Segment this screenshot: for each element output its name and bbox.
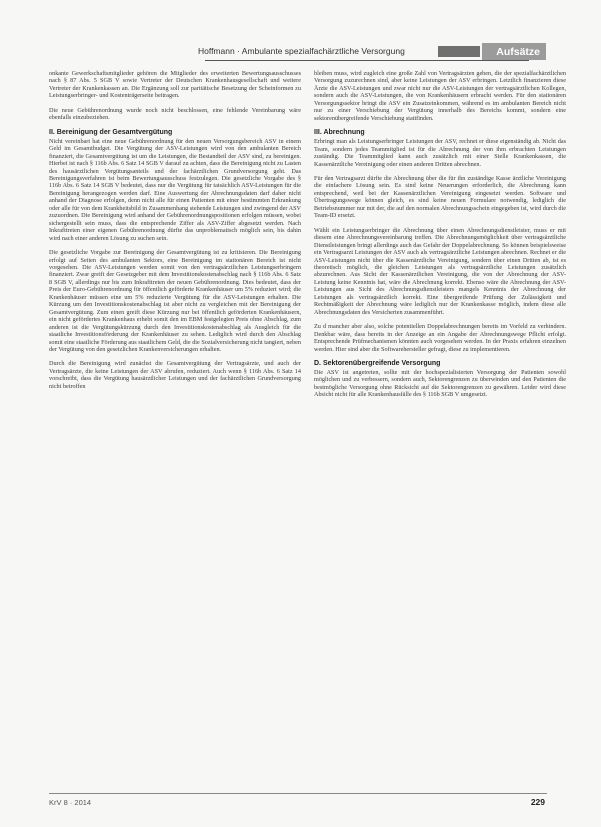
paragraph: Nicht vereinbart hat eine neue Gebührenordnung für den neuen Versorgungsbereich ASV in einem Geld im Gesamtbudget. Die Vergütung der ASV-Leistungen wird von den ambulanten Bereich finanziert, die Gesamtvergütung ist um die Leistungen, die Bestandteil der ASV sind, zu bereinigen. Hierbei ist nach § 116b Abs. 6 Satz 14 SGB V darauf zu achten, dass die Bereinigung nicht zu Lasten des hausärztlichen Vergütungsanteils und der fachärztlichen Grundversorgung geht. Das Bereinigungsverfahren ist beim Bewertungsausschuss festzulegen. Die gesetzliche Vorgabe des § 116b Abs. 6 Satz 14 SGB V bedeutet, dass nur die Vergütung für tatsächlich ASV-Leistungen für die Bereinigung herangezogen werden darf. Eine Auswertung der Abrechnungsdaten darf daher nicht anhand der Diagnose erfolgen, denn nicht alle für einen Patienten mit einer bestimmten Erkrankung oder alle für von dem Krankheitsbild in Zusammenhang stehende Leistungen sind zwingend der ASV zuzuordnen. Die Bereinigung wird anhand der Gebührenordnungspositionen erfolgen müssen, wobei sichergestellt sein muss, dass die entsprechende Ziffer als ASV-Ziffer abgesetzt werden. Nach Inkrafttreten einer eigenen Gebührenordnung dürfte das unproblematisch möglich sein, bis dahin wird nach einer anderen Lösung zu suchen sein. bbox=[49, 137, 301, 242]
section-heading: III. Abrechnung bbox=[314, 129, 365, 137]
paragraph: Erbringt man als Leistungserbringer Leistungen der ASV, rechnet er diese eigenständig ab. Nicht das Team, sondern jedes Teammitglied ist für die Abrechnung der von ihm erbrachten Leistungen zuständig. Die Teammitglied kann auch zusätzlich mit einer Stelle Krankenkassen, die Kassenärztliche Vereinigung oder einen anderen Dritten abrechnen. bbox=[314, 138, 566, 168]
running-head: Hoffmann · Ambulante spezialfachärztliche Versorgung bbox=[198, 46, 405, 56]
section-tab bbox=[482, 43, 546, 60]
paragraph: Wählt ein Leistungserbringer die Abrechnung über einen Abrechnungsdienstleister, muss er mit diesem eine Abrechnungsvereinbarung treffen. Die Abrechnungsmöglichkeit über vertragsärztliche Dienstleistungen bringt allerdings auch das Gefahr der Doppelabrechnung. So können beispielsweise ein Vertragsarzt Leistungen der ASV auch als vertragsärztliche Leistungen abrechnen. Rechnet er die ASV-Leistungen nicht über die Kassenärztliche Vereinigung, sondern über einen Dritten ab, ist es theoretisch möglich, die gleichen Leistungen als vertragsärztliche Leistungen zusätzlich abzurechnen. Aus Sicht der Kassenärztlichen Vereinigung, die von der Abrechnung der ASV-Leistung keine Kenntnis hat, wäre die Abrechnung korrekt. Ebenso wäre die Abrechnung der ASV-Leistungen aus Sicht des Abrechnungsdienstleisters mangels Kenntnis der Abrechnung der Leistungen als vertragsärztlich korrekt. Eine übergreifende Prüfung der Zulässigkeit und Rechtmäßigkeit der Abrechnung wäre lediglich nur der Krankenkasse möglich, indem diese alle Abrechnungsdaten des Versicherten zusammenführt. bbox=[314, 226, 566, 316]
section-heading: D. Sektorenübergreifende Versorgung bbox=[314, 359, 441, 367]
paragraph: Die neue Gebührenordnung wurde noch nicht beschlossen, eine fehlende Vereinbarung wäre ebenfalls einzubeziehen. bbox=[49, 106, 301, 122]
paragraph: onkante Gewerkschaftsmitglieder gehören die Mitglieder des erweiterten Bewertungsausschusses nach § 87 Abs. 5 SGB V sowie Vertreter der Deutschen Krankenhausgesellschaft und weitere Vertreter der Krankenkassen an. Die Ergänzung soll zur paritätische Besetzung der Scheinformen zu Leistungserbringer- und Kostenträgerseite beitragen. bbox=[49, 70, 301, 100]
paragraph: Zu d mancher aber also, solche potentiellen Doppelabrechnungen bereits im Vorfeld zu verhindern. Denkbar wäre, dass bereits in der Anzeige an ein Angabe der Abrechnungswege Pflicht erfolgt. Entsprechende Prüfmechanismen könnten auch vorgesehen werden. In der Praxis erfahren einzelnen werden. Hier sind aber die Softwarehersteller gefragt, diese zu implementieren. bbox=[314, 323, 566, 353]
right-column bbox=[314, 70, 566, 406]
paragraph: Die gesetzliche Vorgabe zur Bereinigung der Gesamtvergütung ist zu kritisieren. Die Bereinigung erfolgt auf Seiten des ambulanten Sektors, eine Bereinigung im stationären Bereich ist nicht vorgesehen. Die ASV-Leistungen werden somit von den vertragsärztlichen Leistungserbringern finanziert. Zwar greift der Gesetzgeber mit dem Investitionskostenabschlag nach § 116b Abs. 6 Satz 8 SGB V, allerdings nur bis zum Inkrafttreten der neuen Gebührenordnung. Dies bedeutet, dass der Preis der Euro-Gebührenordnung für öffentlich geförderte Krankenhäuser um 5% reduziert wird; die Krankenhäuser müssen eine um 5% reduzierte Vergütung für die ASV-Leistungen erhalten. Die Kürzung um den Investitionskostenabschlag ist aber nicht zu vergleichen mit der Bereinigung der Gesamtvergütung. Zum einen greift diese Kürzung nur bei öffentlich geförderten Krankenhäusern, ein nicht gefördertes Krankenhaus erhebt somit den im EBM festgelegten Preis ohne Abschlag, zum anderen ist die Vergütungskürzung durch den Investitionskostenabschlag als Ausgleich für die staatliche Investitionsförderung der Krankenhäuser zu sehen. Lediglich wird durch den Abschlag somit eine staatliche Förderung aus staatlichem Geld, die die Sozialversicherung nicht tangiert, neben der Vergütung von den gesetzlichen Krankenversicherungen erhalten. bbox=[49, 249, 301, 353]
journal-issue: KrV 8 · 2014 bbox=[49, 798, 92, 807]
running-head-marker bbox=[438, 46, 480, 57]
paragraph: Durch die Bereinigung wird zunächst die Gesamtvergütung der Vertragsärzte, und auch der Vertragsärzte, die keine Leistungen der ASV abrufen, reduziert. Auch wenn § 116b Abs. 6 Satz 14 vorschreibt, dass die Vergütung hausärztlicher Leistungen und der fachärztlichen Grundversorgung nicht betroffen bbox=[49, 360, 301, 390]
header-rule bbox=[205, 60, 529, 61]
page-number: 229 bbox=[530, 797, 545, 807]
paragraph: Die ASV ist angetreten, sollte mit der hochspezialisierten Versorgung der Patienten sowohl möglichen und zu verbessern, sondern auch, Sektorengrenzen zu überwinden und den Patienten die bestmögliche Versorgung ohne Rücksicht auf die Sektorengrenzen zu gewähren. Leider wird diese Absicht nicht für alle Krankenhausfälle des § 116b SGB V umgesetzt. bbox=[314, 368, 566, 399]
paragraph: Für den Vertragsarzt dürfte die Abrechnung über die für ihn zuständige Kasse ärztliche Vereinigung die einfachere Lösung sein. Es sind keine Neuerungen erforderlich, die Abrechnung kann entsprechend, weil bei der Kassenärztlichen Vereinigung eingesetzt werden. Software und Übertragungswege können gleich, es sind keine neuen Formulare notwendig, lediglich die Betriebsnummer nur mit der, die auf den normalen Abrechnungsschein eingegeben ist, wird durch die Team-ID ersetzt. bbox=[314, 174, 566, 220]
footer-rule bbox=[49, 793, 547, 794]
section-label: Aufsätze bbox=[496, 45, 540, 58]
left-column bbox=[49, 70, 301, 397]
paragraph: bleiben muss, wird zugleich eine große Zahl von Vertragsärzten geben, die der spezialfachärztlichen Versorgung zuzurechnen sind, aber keine Leistungen der ASV erbringen. Letztlich finanzieren diese Ärzte die ASV-Leistungen und zwar nicht nur die ASV-Leistungen der vertragsärztlichen Kollegen, sondern auch die ASV-Leistungen, die von Krankenhäusern erbracht werden. Für den stationären Versorgungssektor bringt die ASV ein Zusatzeinkommen, während es im ambulanten Bereich nicht nur zu einer Verschiebung der Vergütung innerhalb des Bereichs kommt, sondern eine sektorenübergreifende Verschiebung stattfinden. bbox=[314, 70, 566, 122]
section-heading: II. Bereinigung der Gesamtvergütung bbox=[49, 128, 173, 136]
